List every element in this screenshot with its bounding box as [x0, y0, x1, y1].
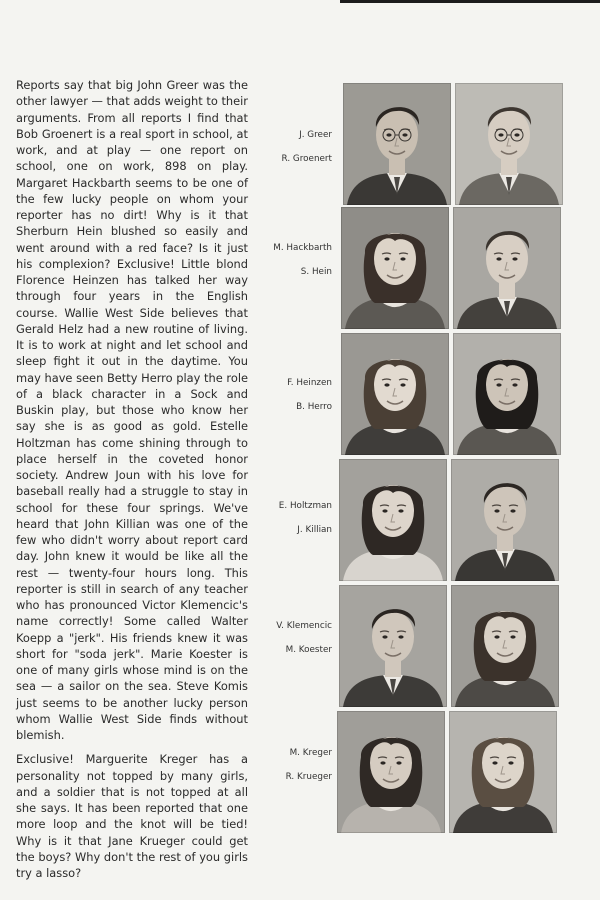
article-paragraph-2: Exclusive! Marguerite Kreger has a personality not topped by many girls, and a soldier that is not topped at all she says. It has been reported that one more loop and the knot will be tied! Why is it that Jane Krueger could get the boys? Why don't the rest of you girls try a lasso?	[16, 752, 248, 880]
caption-krueger: R. Krueger	[285, 772, 332, 782]
caption-killian: J. Killian	[297, 525, 332, 535]
caption-koester: M. Koester	[285, 645, 332, 655]
portrait-photo	[339, 585, 447, 707]
portrait-greer	[343, 83, 451, 205]
page-edge-rule	[340, 0, 600, 3]
portrait-hackbarth	[341, 207, 449, 329]
caption-kreger: M. Kreger	[289, 748, 332, 758]
caption-holtzman: E. Holtzman	[278, 501, 332, 511]
portrait-photo	[453, 207, 561, 329]
caption-herro: B. Herro	[296, 402, 332, 412]
portrait-kreger	[337, 711, 445, 833]
portrait-photo	[453, 333, 561, 455]
portrait-photo	[339, 459, 447, 581]
portrait-groenert	[455, 83, 563, 205]
caption-groenert: R. Groenert	[281, 154, 332, 164]
portrait-photo	[341, 207, 449, 329]
portrait-koester	[451, 585, 559, 707]
caption-heinzen: F. Heinzen	[287, 378, 332, 388]
portrait-krueger	[449, 711, 557, 833]
portrait-killian	[451, 459, 559, 581]
portrait-photo	[451, 585, 559, 707]
caption-greer: J. Greer	[299, 130, 332, 140]
caption-klemencic: V. Klemencic	[276, 621, 332, 631]
portrait-photo	[341, 333, 449, 455]
portrait-photo	[343, 83, 451, 205]
portrait-heinzen	[341, 333, 449, 455]
article-text	[16, 77, 248, 889]
portrait-hein	[453, 207, 561, 329]
portrait-holtzman	[339, 459, 447, 581]
portrait-klemencic	[339, 585, 447, 707]
portrait-photo	[455, 83, 563, 205]
portrait-photo	[451, 459, 559, 581]
caption-hein: S. Hein	[300, 267, 332, 277]
caption-hackbarth: M. Hackbarth	[273, 243, 332, 253]
portrait-photo	[337, 711, 445, 833]
portrait-photo	[449, 711, 557, 833]
portrait-herro	[453, 333, 561, 455]
article-paragraph-1: Reports say that big John Greer was the other lawyer — that adds weight to their arguments. From all reports I find that Bob Groenert is a real sport in school, at work, and at play — one report on school, one on work, 898 on play. Margaret Hackbarth seems to be one of the few lucky people on whom your reporter has no dirt! Why is it that Sherburn Hein blushed so easily and went around with a red face? Is it just his complexion? Exclusive! Little blond Florence Heinzen has talked her way through four years in the English course. Wallie West Side believes that Gerald Helz had a new routine of living. It is to work at night and let school and sleep fight it out in the daytime. You may have seen Betty Herro play the role of a black character in a Sock and Buskin play, but those who know her say she is as good as gold. Estelle Holtzman has come shining through to place herself in the coveted honor society. Andrew Joun with his love for baseball really had a struggle to stay in school for these four springs. We've heard that John Killian was one of the few who didn't worry about report card day. John knew it would be like all the rest — twenty-four hours long. This reporter is still in search of any teacher who has pronounced Victor Klemencic's name correctly! Some called Walter Koepp a "jerk". His friends knew it was short for "soda jerk". Marie Koester is one of many girls whose mind is on the sea — a sailor on the sea. Steve Komis just seems to be another lucky person whom Wallie West Side finds without blemish.	[16, 78, 248, 742]
